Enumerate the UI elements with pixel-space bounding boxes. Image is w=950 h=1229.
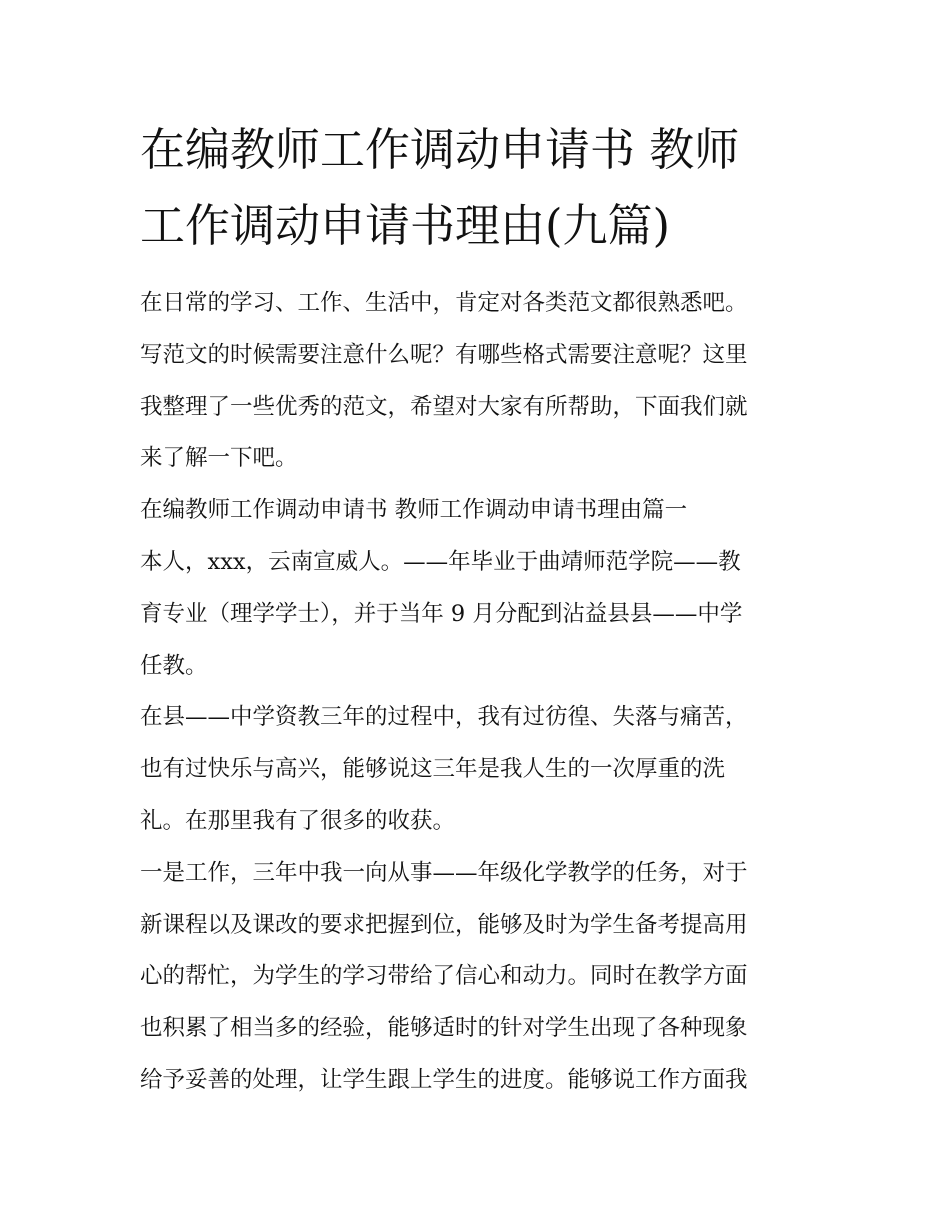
body-line: 心的帮忙，为学生的学习带给了信心和动力。同时在教学方面 — [140, 963, 748, 990]
body-line: 我整理了一些优秀的范文，希望对大家有所帮助，下面我们就 — [140, 393, 748, 420]
body-line: 在县——中学资教三年的过程中，我有过彷徨、失落与痛苦， — [140, 704, 748, 731]
document-title — [140, 112, 820, 264]
section-heading: 在编教师工作调动申请书 教师工作调动申请书理由篇一 — [140, 497, 688, 524]
body-line: 新课程以及课改的要求把握到位，能够及时为学生备考提高用 — [140, 911, 748, 938]
body-line: 一是工作，三年中我一向从事——年级化学教学的任务，对于 — [140, 859, 748, 886]
body-line: 来了解一下吧。 — [140, 445, 298, 472]
body-line: 也积累了相当多的经验，能够适时的针对学生出现了各种现象 — [140, 1015, 748, 1042]
body-line: 也有过快乐与高兴，能够说这三年是我人生的一次厚重的洗 — [140, 756, 726, 783]
body-line: 礼。在那里我有了很多的收获。 — [140, 807, 456, 834]
body-line: 写范文的时候需要注意什么呢？有哪些格式需要注意呢？这里 — [140, 341, 748, 368]
body-line: 给予妥善的处理，让学生跟上学生的进度。能够说工作方面我 — [140, 1066, 748, 1093]
body-line: 任教。 — [140, 652, 208, 679]
body-line: 本人，xxx，云南宣威人。——年毕业于曲靖师范学院——教 — [140, 548, 741, 575]
title-line-1: 在编教师工作调动申请书 教师 — [140, 123, 740, 176]
document-body — [140, 278, 820, 1107]
body-line: 在日常的学习、工作、生活中，肯定对各类范文都很熟悉吧。 — [140, 290, 748, 316]
title-line-2: 工作调动申请书理由(九篇) — [140, 199, 671, 252]
body-line: 育专业（理学学士），并于当年 9 月分配到沾益县县——中学 — [140, 600, 743, 627]
